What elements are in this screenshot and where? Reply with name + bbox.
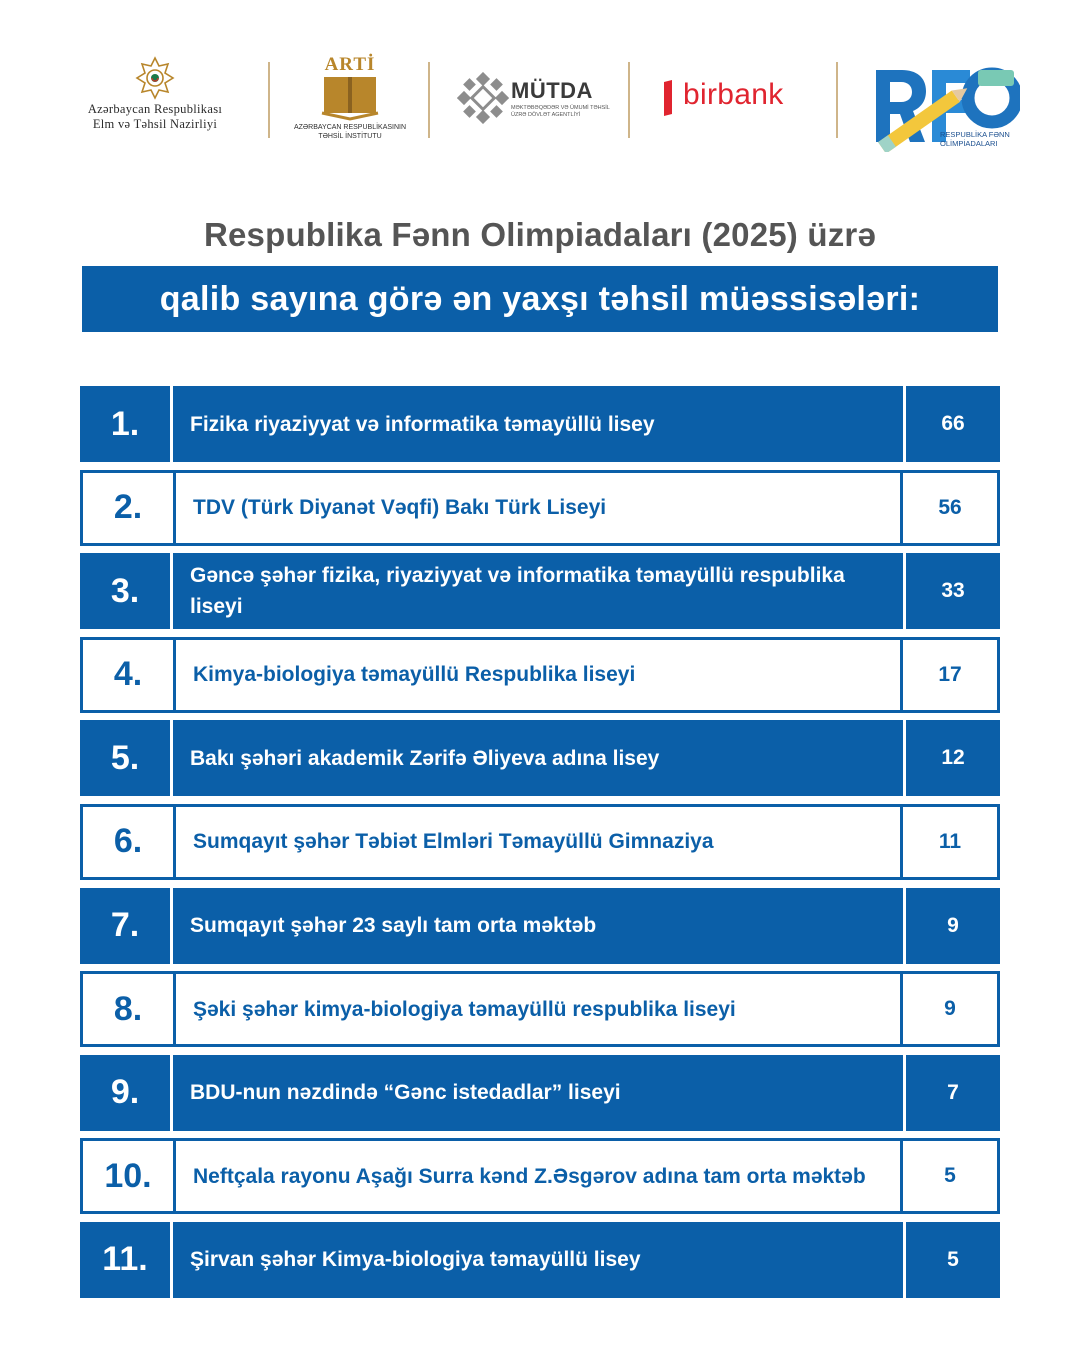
birbank-mark-icon <box>661 80 675 116</box>
rfo-sub-line2: OLİMPİADALARI <box>940 139 998 148</box>
school-name-cell: Fizika riyaziyyat və informatika təmayüllü lisey <box>190 412 655 436</box>
rank-cell: 8. <box>83 974 176 1044</box>
rfo-sub <box>940 130 1030 148</box>
winner-count-cell: 5 <box>900 1141 997 1211</box>
winner-count-cell: 9 <box>903 888 1000 964</box>
mutda-ornament-icon <box>457 72 509 124</box>
school-name-cell: Sumqayıt şəhər Təbiət Elmləri Təmayüllü Gimnaziya <box>193 830 714 854</box>
winner-count-cell: 66 <box>903 386 1000 462</box>
rank-cell: 7. <box>80 888 173 964</box>
rank-cell: 1. <box>80 386 173 462</box>
mutda-sub: MƏKTƏBƏQƏDƏR VƏ ÜMUMİ TƏHSİL ÜZRƏ DÖVLƏT AGENTLİYİ <box>511 105 610 118</box>
arti-logo <box>290 56 410 146</box>
table-row <box>80 386 1000 462</box>
table-row <box>80 720 1000 796</box>
ranking-table <box>80 386 1000 1306</box>
page-subtitle-banner: qalib sayına görə ən yaxşı təhsil müəssisələri: <box>82 266 998 332</box>
winner-count-cell: 9 <box>900 974 997 1044</box>
page-title: Respublika Fənn Olimpiadaları (2025) üzrə <box>203 216 877 253</box>
winner-count-cell: 33 <box>903 553 1000 629</box>
rank-cell: 10. <box>83 1141 176 1211</box>
rank-cell: 6. <box>83 807 176 877</box>
table-row <box>80 470 1000 546</box>
winner-count-cell: 7 <box>903 1055 1000 1131</box>
school-name-cell: Sumqayıt şəhər 23 saylı tam orta məktəb <box>190 914 597 938</box>
school-name-cell: Bakı şəhəri akademik Zərifə Əliyeva adına lisey <box>190 746 660 770</box>
table-row <box>80 804 1000 880</box>
mutda-name: MÜTDA <box>511 78 593 103</box>
birbank-logo <box>655 56 815 146</box>
state-emblem-icon <box>135 56 175 100</box>
school-name-cell: Kimya-biologiya təmayüllü Respublika liseyi <box>193 663 636 687</box>
winner-count-cell: 5 <box>903 1222 1000 1298</box>
rfo-logo <box>870 56 1030 146</box>
winner-count-cell: 17 <box>900 640 997 710</box>
table-row <box>80 1222 1000 1298</box>
table-row <box>80 971 1000 1047</box>
rank-cell: 4. <box>83 640 176 710</box>
school-name-cell: Şirvan şəhər Kimya-biologiya təmayüllü lisey <box>190 1248 641 1272</box>
table-row <box>80 1138 1000 1214</box>
birbank-name: birbank <box>683 78 784 111</box>
rank-cell: 11. <box>80 1222 173 1298</box>
mutda-logo <box>455 56 615 146</box>
school-name-cell: Gəncə şəhər fizika, riyaziyyat və informatika təmayüllü respublika liseyi <box>190 564 845 619</box>
partner-logos <box>0 56 1080 146</box>
table-row <box>80 553 1000 629</box>
ministry-name-line2: Elm və Təhsil Nazirliyi <box>92 117 218 131</box>
school-name-cell: BDU-nun nəzdində “Gənc istedadlar” liseyi <box>190 1081 621 1105</box>
arti-sub-line2: TƏHSİL İNSTİTUTU <box>318 133 382 140</box>
table-row <box>80 888 1000 964</box>
school-name-cell: Şəki şəhər kimya-biologiya təmayüllü respublika liseyi <box>193 997 736 1021</box>
arti-sub-line1: AZƏRBAYCAN RESPUBLİKASININ <box>293 124 407 131</box>
school-name-cell: TDV (Türk Diyanət Vəqfi) Bakı Türk Liseyi <box>193 496 607 520</box>
open-book-icon <box>320 75 380 121</box>
rfo-sub-line1: RESPUBLİKA FƏNN <box>940 130 1010 139</box>
arti-name: ARTİ <box>324 54 376 75</box>
logo-divider <box>628 62 630 138</box>
winner-count-cell: 11 <box>900 807 997 877</box>
logo-divider <box>428 62 430 138</box>
logo-divider <box>268 62 270 138</box>
logo-divider <box>836 62 838 138</box>
rank-cell: 3. <box>80 553 173 629</box>
winner-count-cell: 12 <box>903 720 1000 796</box>
rank-cell: 5. <box>80 720 173 796</box>
school-name-cell: Neftçala rayonu Aşağı Surra kənd Z.Əsgərov adına tam orta məktəb <box>193 1164 866 1188</box>
table-row <box>80 637 1000 713</box>
ministry-name-line1: Azərbaycan Respublikası <box>87 102 223 116</box>
table-row <box>80 1055 1000 1131</box>
winner-count-cell: 56 <box>900 473 997 543</box>
rank-cell: 2. <box>83 473 176 543</box>
rank-cell: 9. <box>80 1055 173 1131</box>
ministry-logo <box>60 56 250 146</box>
